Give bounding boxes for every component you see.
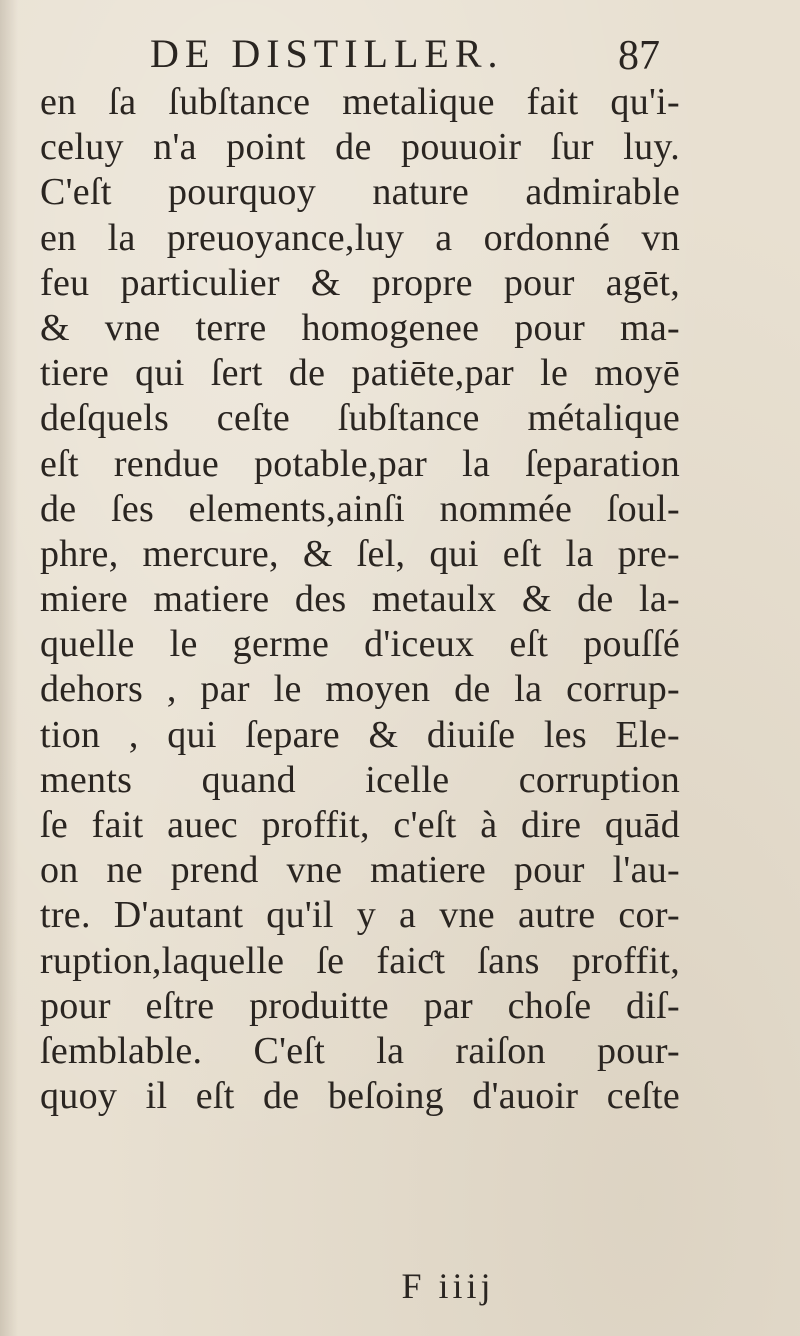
text-line: tre. D'autant qu'il y a vne autre cor- bbox=[40, 894, 680, 937]
running-head: DE DISTILLER. bbox=[150, 31, 504, 76]
page-header bbox=[150, 30, 660, 80]
text-line: & vne terre homogenee pour ma- bbox=[40, 306, 680, 349]
text-line: ſe fait auec proffit, c'eſt à dire quād bbox=[40, 804, 680, 846]
text-line: en la preuoyance,luy a ordonné vn bbox=[40, 216, 680, 259]
page-number: 87 bbox=[618, 33, 660, 79]
text-line: deſquels ceſte ſubſtance métalique bbox=[40, 397, 680, 440]
text-line: eſt rendue potable,par la ſeparation bbox=[40, 442, 680, 485]
text-line: feu particulier & propre pour agēt, bbox=[40, 261, 680, 304]
text-line: celuy n'a point de pouuoir ſur luy. bbox=[40, 126, 680, 169]
text-line: tiere qui ſert de patiēte,par le moyē bbox=[40, 352, 680, 395]
gutter-shadow bbox=[0, 0, 18, 1336]
text-line: en ſa ſubſtance metalique fait qu'i- bbox=[40, 81, 680, 123]
text-line: tion , qui ſepare & diuiſe les Ele- bbox=[40, 713, 680, 756]
text-line: quelle le germe d'iceux eſt pouſſé bbox=[40, 623, 680, 666]
text-line: de ſes elements,ainſi nommée ſoul- bbox=[40, 487, 680, 530]
text-line: on ne prend vne matiere pour l'au- bbox=[40, 849, 680, 892]
signature-text: F iiij bbox=[401, 1266, 495, 1306]
text-line: dehors , par le moyen de la corrup- bbox=[40, 668, 680, 711]
signature-mark bbox=[0, 1265, 800, 1307]
text-line: ruption,laquelle ſe faiƈt ſans proffit, bbox=[40, 939, 680, 982]
text-line: ſemblable. C'eſt la raiſon pour- bbox=[40, 1029, 680, 1072]
body-text bbox=[40, 80, 680, 1119]
text-line: phre, mercure, & ſel, qui eſt la pre- bbox=[40, 532, 680, 575]
text-line: quoy il eſt de beſoing d'auoir ceſte bbox=[40, 1075, 680, 1118]
text-line: miere matiere des metaulx & de la- bbox=[40, 578, 680, 621]
text-line: C'eſt pourquoy nature admirable bbox=[40, 171, 680, 214]
text-line: ments quand icelle corruption bbox=[40, 758, 680, 801]
text-line: pour eſtre produitte par choſe diſ- bbox=[40, 984, 680, 1027]
